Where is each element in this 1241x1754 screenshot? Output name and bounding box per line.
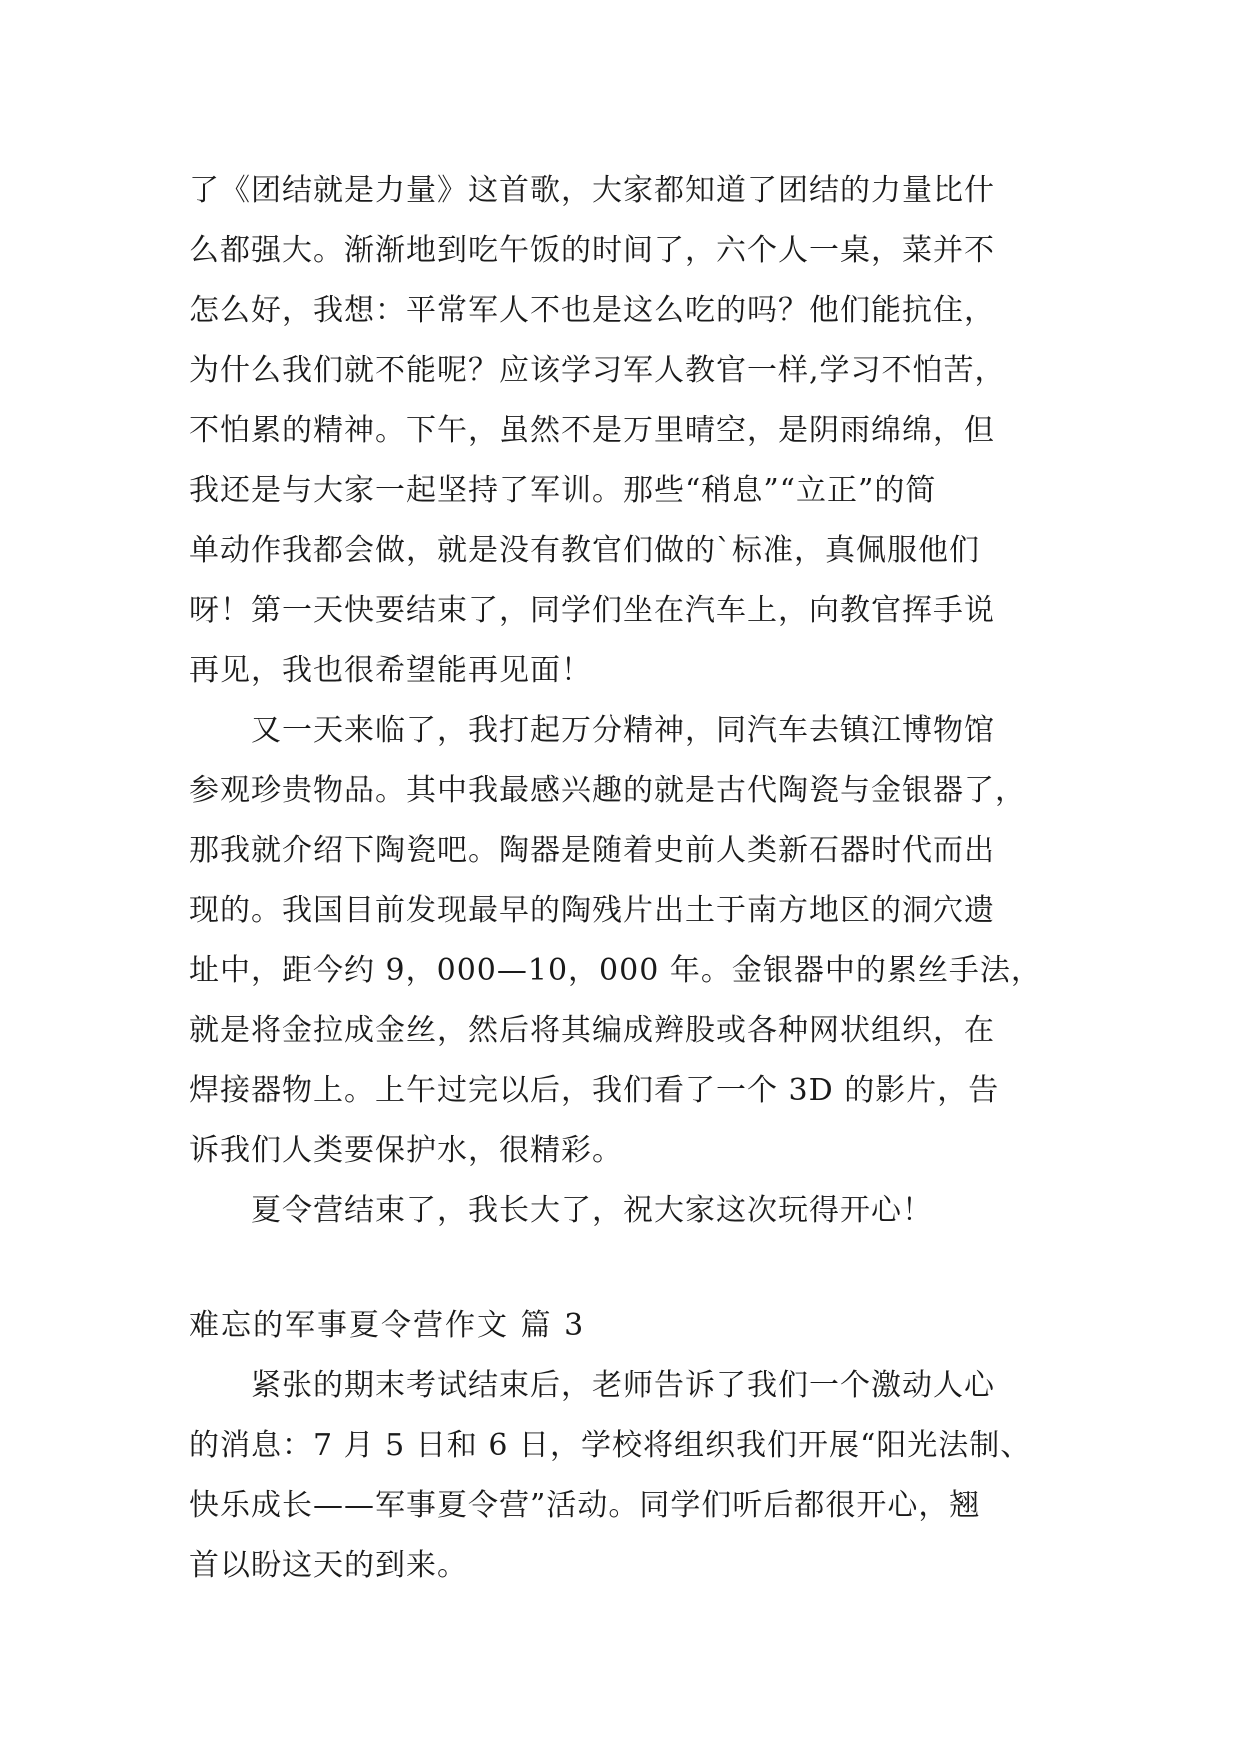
text-line: 首以盼这天的到来。	[189, 1548, 468, 1583]
text-line: 参观珍贵物品。其中我最感兴趣的就是古代陶瓷与金银器了，	[189, 773, 1026, 808]
text-line: 怎么好，我想：平常军人不也是这么吃的吗？他们能抗住，	[189, 293, 995, 328]
text-line: 么都强大。渐渐地到吃午饭的时间了，六个人一桌，菜并不	[189, 233, 995, 268]
text-line: 再见，我也很希望能再见面！	[189, 653, 592, 688]
text-line: 夏令营结束了，我长大了，祝大家这次玩得开心！	[189, 1193, 933, 1228]
text-line: 现的。我国目前发现最早的陶残片出土于南方地区的洞穴遗	[189, 893, 995, 928]
text-line: 为什么我们就不能呢？应该学习军人教官一样,学习不怕苦，	[189, 353, 1006, 388]
text-line: 不怕累的精神。下午，虽然不是万里晴空，是阴雨绵绵，但	[189, 413, 995, 448]
text-line: 焊接器物上。上午过完以后，我们看了一个 3D 的影片，告	[189, 1073, 1000, 1108]
text-line: 的消息：7 月 5 日和 6 日，学校将组织我们开展“阳光法制、	[189, 1428, 1032, 1463]
text-line: 诉我们人类要保护水，很精彩。	[189, 1133, 623, 1168]
text-line: 那我就介绍下陶瓷吧。陶器是随着史前人类新石器时代而出	[189, 833, 995, 868]
text-line: 就是将金拉成金丝，然后将其编成辫股或各种网状组织，在	[189, 1013, 995, 1048]
text-line: 我还是与大家一起坚持了军训。那些“稍息”“立正”的简	[189, 473, 937, 508]
text-line: 呀！第一天快要结束了，同学们坐在汽车上，向教官挥手说	[189, 593, 995, 628]
text-line: 了《团结就是力量》这首歌，大家都知道了团结的力量比什	[189, 173, 995, 208]
text-line: 单动作我都会做，就是没有教官们做的`标准，真佩服他们	[189, 533, 980, 568]
section-heading: 难忘的军事夏令营作文 篇 3	[189, 1308, 586, 1343]
text-line: 又一天来临了，我打起万分精神，同汽车去镇江博物馆	[189, 713, 995, 748]
text-line: 址中，距今约 9，000—10，000 年。金银器中的累丝手法，	[189, 953, 1042, 988]
text-line: 紧张的期末考试结束后，老师告诉了我们一个激动人心	[189, 1368, 995, 1403]
text-line: 快乐成长——军事夏令营”活动。同学们听后都很开心，翘	[189, 1488, 981, 1523]
